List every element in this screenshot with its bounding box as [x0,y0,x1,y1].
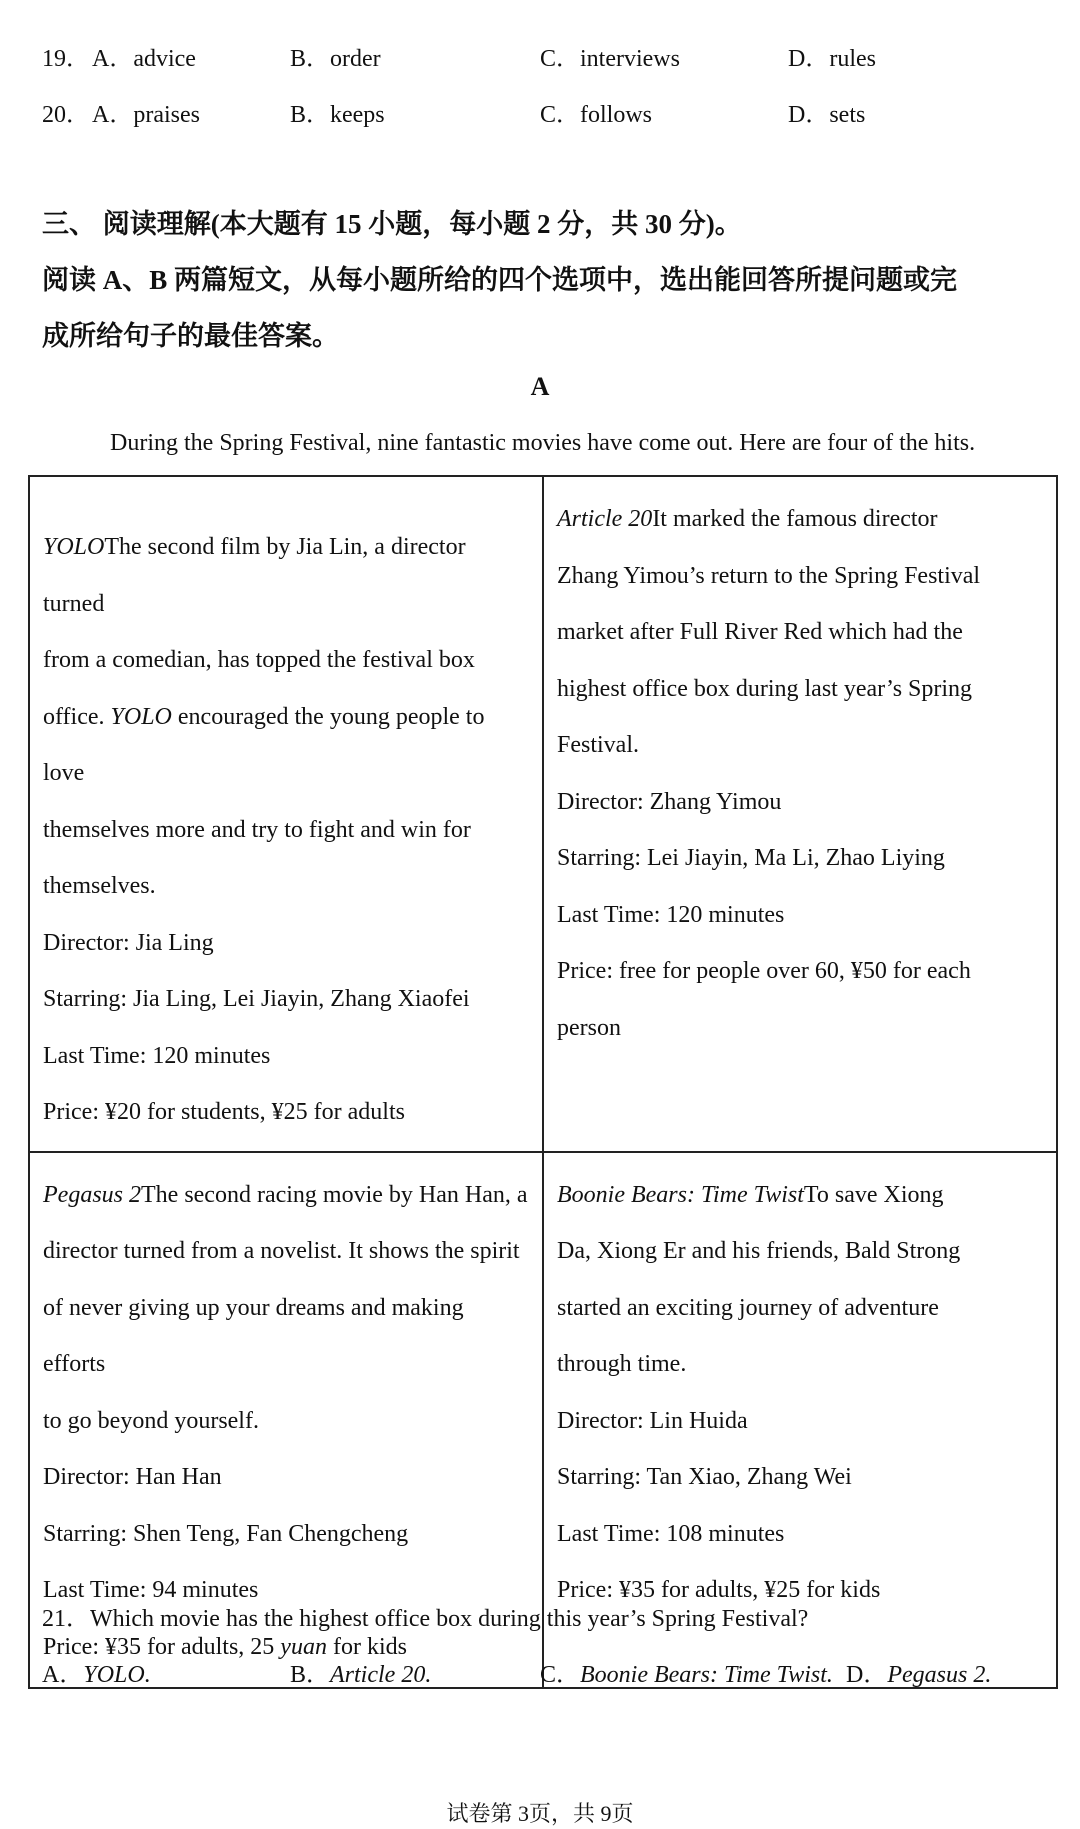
movie-price: Price: ¥35 for adults, 25 [43,1633,281,1660]
question-21-option-b [290,1654,431,1689]
movie-title-article-20: Article 20 [557,506,653,532]
movie-desc-line: To save Xiong [803,1181,944,1208]
movie-desc-line: The second racing movie by Han Han, a [141,1181,528,1208]
section-instruction-line1: 阅读 A、B 两篇短文，从每小题所给的四个选项中，选出能回答所提问题或完 [42,265,958,295]
question-19-number: 19． [42,46,90,72]
question-20-option-c: C．follows [540,102,653,128]
movie-director: Director: Jia Ling [43,929,214,956]
question-19-option-d: D．rules [788,46,876,72]
movie-title-inline: YOLO [110,703,172,730]
movie-title-pegasus-2: Pegasus 2 [43,1181,141,1208]
movie-last-time: Last Time: 94 minutes [43,1577,259,1603]
movie-desc-line: It marked the famous director [652,506,938,532]
movie-director: Director: Lin Huida [557,1407,748,1434]
movie-starring: Starring: Shen Teng, Fan Chengcheng [43,1520,409,1547]
movie-desc-line: started an exciting journey of adventure [557,1294,939,1321]
option-text: Pegasus 2. [887,1662,992,1688]
movie-desc-line: from a comedian, has topped the festival box [43,647,475,673]
question-20-option-b: B．keeps [290,102,385,128]
movie-last-time: Last Time: 108 minutes [557,1520,785,1547]
movie-director: Director: Zhang Yimou [557,788,782,815]
movies-table [28,475,1058,1689]
option-text: Article 20. [330,1662,432,1688]
movie-desc-line: to go beyond yourself. [43,1407,259,1434]
question-21-stem: 21．Which movie has the highest office box during this year’s Spring Festival? [42,1606,809,1632]
question-19-option-b: B．order [290,46,381,72]
movie-price-tail: for kids [326,1633,407,1660]
passage-intro: During the Spring Festival, nine fantastic movies have come out. Here are four of the hits. [110,430,976,456]
option-text: Boonie Bears: Time Twist. [580,1662,833,1688]
movie-desc-line: The second film by Jia Lin, a director turned [43,534,466,617]
question-21-option-d [846,1654,991,1689]
question-20-option-a: A．praises [92,102,200,128]
movie-desc-text: encouraged the young people to love [43,703,485,786]
movie-last-time: Last Time: 120 minutes [43,1042,271,1069]
section-instruction-line2: 成所给句子的最佳答案。 [42,321,339,351]
movie-director: Director: Han Han [43,1464,222,1490]
question-20-number: 20． [42,102,90,128]
movie-starring: Starring: Lei Jiayin, Ma Li, Zhao Liying [557,845,945,871]
question-20-option-d: D．sets [788,102,866,128]
movie-last-time: Last Time: 120 minutes [557,901,785,928]
movie-price-cont: person [557,1014,621,1041]
passage-label: A [530,372,550,401]
section-heading: 三、 阅读理解(本大题有 15 小题，每小题 2 分，共 30 分)。 [42,209,742,239]
movie-cell-article-20 [543,476,1057,1152]
movie-cell-yolo [29,476,543,1152]
option-letter: A． [42,1662,84,1688]
question-19-option-a: A．advice [92,46,196,72]
movie-price: Price: free for people over 60, ¥50 for each [557,958,971,984]
movie-title-boonie-bears: Boonie Bears: Time Twist [557,1181,804,1208]
movie-desc-line: through time. [557,1351,687,1377]
movie-desc-line: Zhang Yimou’s return to the Spring Festival [557,562,981,589]
option-text: YOLO. [83,1662,151,1688]
movie-price-unit: yuan [280,1633,327,1660]
movie-desc-line: themselves more and try to fight and win for [43,816,471,843]
movie-desc-line: Festival. [557,732,639,758]
movie-starring: Starring: Jia Ling, Lei Jiayin, Zhang Xiaofei [43,986,470,1012]
movie-desc-line: Da, Xiong Er and his friends, Bald Strong [557,1238,961,1264]
movie-price: Price: ¥20 for students, ¥25 for adults [43,1099,405,1125]
movie-desc-line: highest office box during last year’s Spring [557,675,973,702]
movie-desc-line: director turned from a novelist. It shows the spirit [43,1238,520,1264]
movie-price: Price: ¥35 for adults, ¥25 for kids [557,1577,881,1603]
movie-desc-line: of never giving up your dreams and making efforts [43,1294,464,1377]
option-letter: D． [846,1662,888,1688]
movie-title-yolo: YOLO [43,534,105,560]
question-21-option-a [42,1654,151,1689]
movie-desc-line: themselves. [43,873,156,899]
movie-starring: Starring: Tan Xiao, Zhang Wei [557,1464,852,1490]
question-19-option-c: C．interviews [540,46,680,72]
question-21-option-c [540,1654,833,1689]
option-letter: B． [290,1662,331,1688]
movie-desc-text: office. [43,703,111,730]
option-letter: C． [540,1662,581,1688]
movie-desc-line: market after Full River Red which had the [557,619,963,645]
page-footer: 试卷第 3页，共 9页 [446,1801,634,1826]
